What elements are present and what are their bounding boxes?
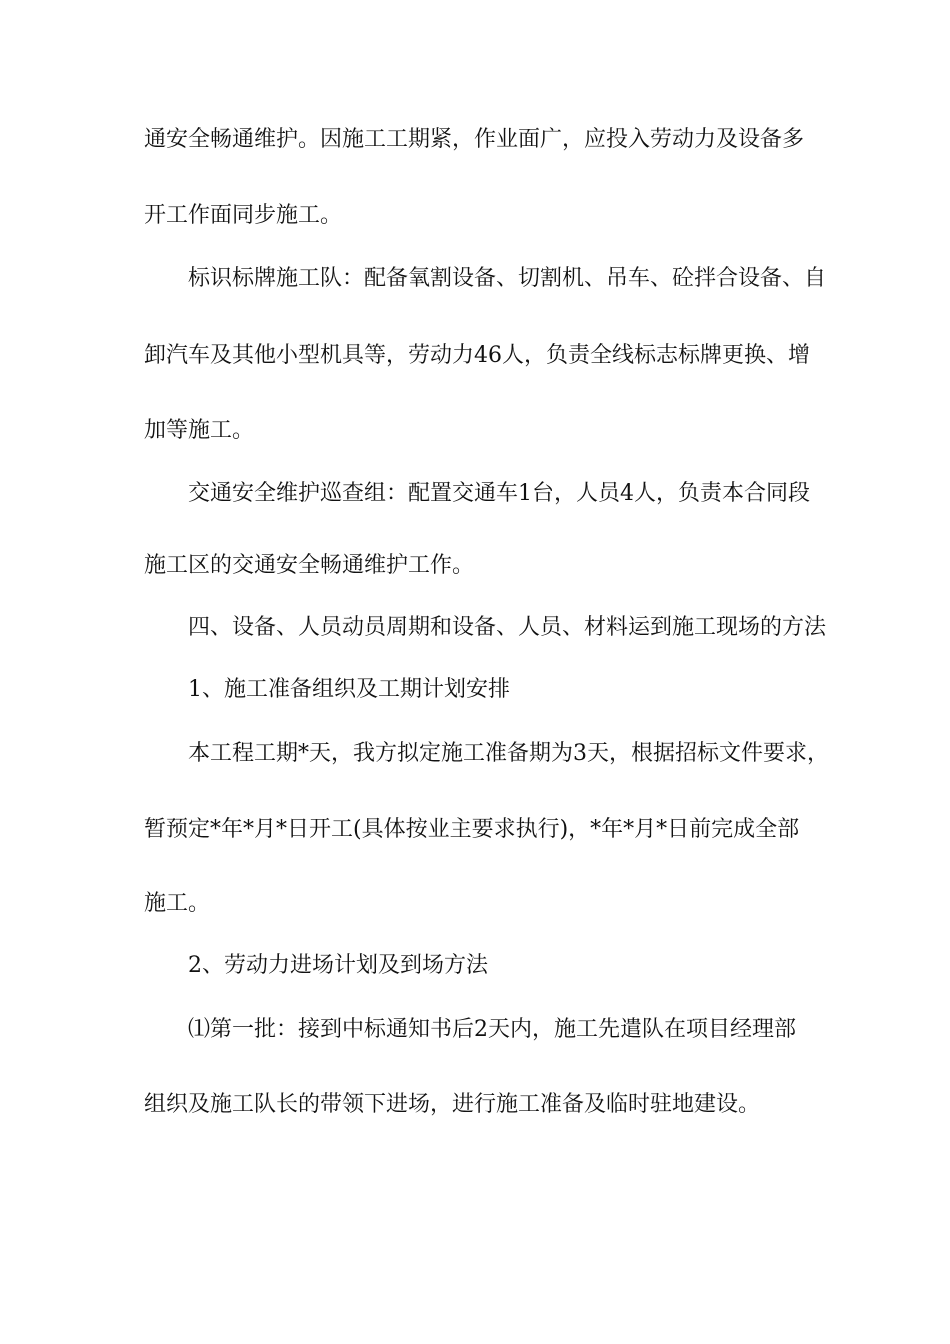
- text-line: 卸汽车及其他小型机具等，劳动力46人，负责全线标志标牌更换、增: [144, 343, 810, 368]
- text-line: 加等施工。: [144, 418, 255, 443]
- text-line: 通安全畅通维护。因施工工期紧，作业面广，应投入劳动力及设备多: [144, 127, 805, 152]
- text-line: 暂预定*年*月*日开工(具体按业主要求执行)，*年*月*日前完成全部: [144, 817, 800, 842]
- text-line: 组织及施工队长的带领下进场，进行施工准备及临时驻地建设。: [144, 1092, 761, 1117]
- text-line: ⑴第一批：接到中标通知书后2天内，施工先遣队在项目经理部: [188, 1017, 796, 1042]
- paragraph-heading: 交通安全维护巡查组：配置交通车1台，人员4人，负责本合同段: [188, 481, 810, 506]
- text-line: 开工作面同步施工。: [144, 203, 343, 228]
- text-line: 施工。: [144, 891, 211, 916]
- text-line: 本工程工期*天，我方拟定施工准备期为3天，根据招标文件要求，: [188, 741, 829, 766]
- paragraph-heading: 标识标牌施工队：配备氧割设备、切割机、吊车、砼拌合设备、自: [188, 266, 827, 291]
- section-heading: 四、设备、人员动员周期和设备、人员、材料运到施工现场的方法: [188, 615, 827, 640]
- subsection-heading: 2、劳动力进场计划及到场方法: [188, 953, 488, 978]
- subsection-heading: 1、施工准备组织及工期计划安排: [188, 677, 510, 702]
- text-line: 施工区的交通安全畅通维护工作。: [144, 553, 475, 578]
